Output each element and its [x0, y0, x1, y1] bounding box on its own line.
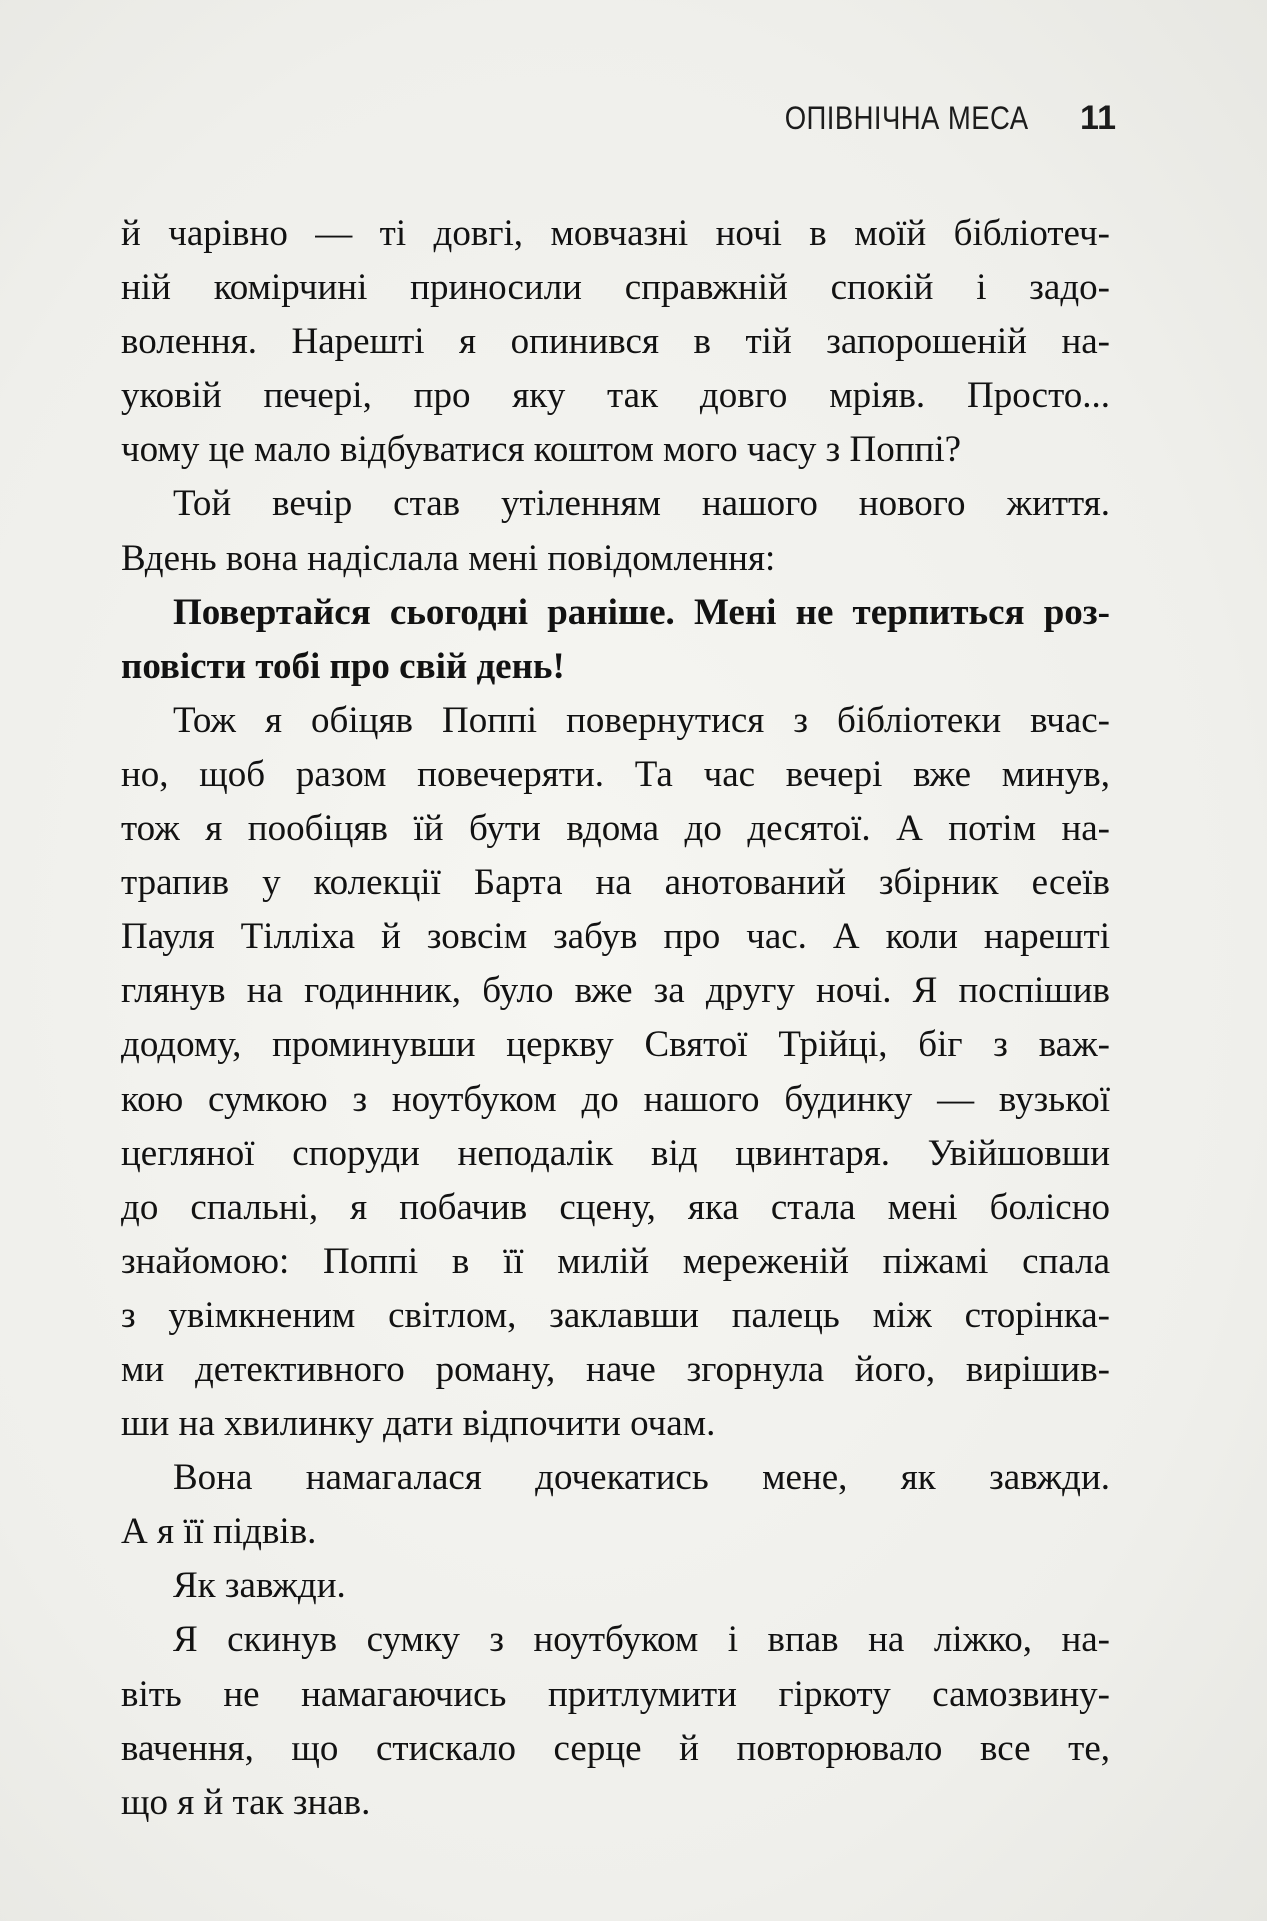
text-line: Вона намагалася дочекатись мене, як завжди.	[173, 1457, 1110, 1499]
text-line: чому це мало відбуватися коштом мого часу з Поппі?	[121, 429, 962, 471]
text-line: Пауля Тілліха й зовсім забув про час. А коли нарешті	[121, 916, 1110, 958]
text-line: Як завжди.	[173, 1565, 346, 1607]
text-line: Повертайся сьогодні раніше. Мені не терпиться роз-	[173, 591, 1110, 633]
text-line: Я скинув сумку з ноутбуком і впав на ліжко, на-	[173, 1619, 1110, 1661]
text-line: ши на хвилинку дати відпочити очам.	[121, 1403, 716, 1445]
text-line: волення. Нарешті я опинився в тій запорошеній на-	[121, 321, 1110, 363]
paragraph	[121, 1451, 1110, 1559]
text-line: Той вечір став утіленням нашого нового життя.	[173, 483, 1110, 525]
paragraph	[121, 1613, 1110, 1829]
text-line: віть не намагаючись притлумити гіркоту самозвину-	[121, 1673, 1110, 1715]
body-text	[121, 207, 1110, 1830]
text-line: но, щоб разом повечеряти. Та час вечері вже минув,	[121, 753, 1110, 795]
text-line: Тож я обіцяв Поппі повернутися з бібліотеки вчас-	[173, 699, 1110, 741]
page-number: 11	[1080, 98, 1116, 137]
paragraph	[121, 1559, 1110, 1613]
text-line: А я її підвів.	[121, 1511, 317, 1553]
text-line: знайомою: Поппі в її милій мереженій піжамі спала	[121, 1240, 1110, 1282]
text-line: додому, проминувши церкву Святої Трійці, біг з важ-	[121, 1024, 1110, 1066]
text-line: Вдень вона надіслала мені повідомлення:	[121, 537, 776, 579]
running-head	[700, 98, 1116, 138]
paragraph	[121, 586, 1110, 694]
paragraph	[121, 477, 1110, 585]
text-line: вачення, що стискало серце й повторювало все те,	[121, 1727, 1110, 1769]
text-line: цегляної споруди неподалік від цвинтаря. Увійшовши	[121, 1132, 1110, 1174]
text-line: ми детективного роману, наче згорнула його, вирішив-	[121, 1348, 1110, 1390]
text-line: що я й так знав.	[121, 1781, 371, 1823]
text-line: трапив у колекції Барта на анотований збірник есеїв	[121, 862, 1110, 904]
text-line: тож я пообіцяв їй бути вдома до десятої. А потім на-	[121, 808, 1110, 850]
paragraph	[121, 694, 1110, 1451]
text-line: повісти тобі про свій день!	[121, 645, 565, 687]
text-line: глянув на годинник, було вже за другу ночі. Я поспішив	[121, 970, 1110, 1012]
text-line: й чарівно — ті довгі, мовчазні ночі в моїй бібліотеч-	[121, 213, 1110, 254]
text-line: ній комірчині приносили справжній спокій і задо-	[121, 267, 1110, 309]
text-line: з увімкненим світлом, заклавши палець між сторінка-	[121, 1294, 1110, 1336]
text-line: кою сумкою з ноутбуком до нашого будинку — вузької	[121, 1078, 1110, 1120]
text-line: уковій печері, про яку так довго мріяв. Просто...	[121, 375, 1110, 417]
running-title: ОПІВНІЧНА МЕСА	[784, 99, 1029, 136]
text-line: до спальні, я побачив сцену, яка стала мені болісно	[121, 1186, 1110, 1228]
paragraph	[121, 207, 1110, 477]
